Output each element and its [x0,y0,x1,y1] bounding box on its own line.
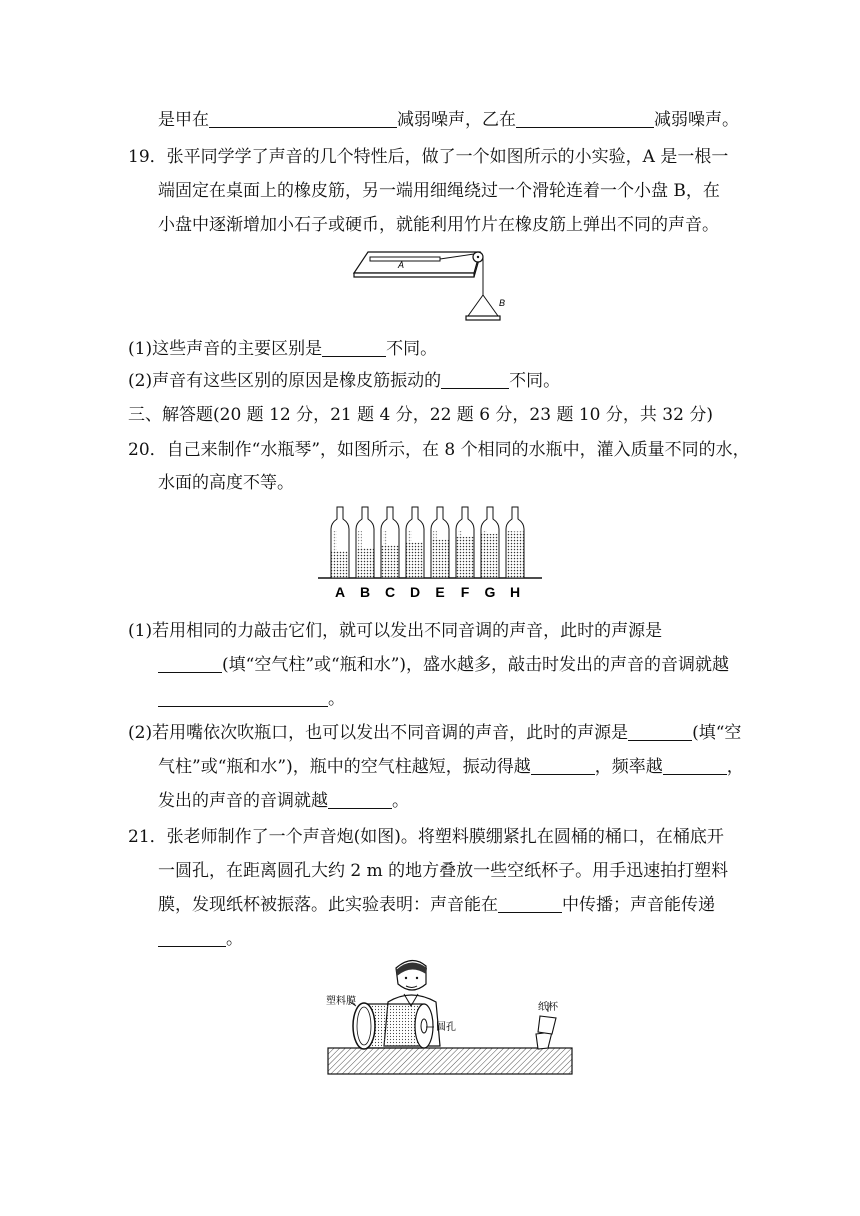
section-title: 三、解答题(20 题 12 分，21 题 4 分，22 题 6 分，23 题 10 分，共 32 分) [128,405,713,425]
q20-p2-text-2c: ， [726,757,744,777]
q20-p1-text-2: (填“空气柱”或“瓶和水”)，盛水越多，敲击时发出的声音的音调就越 [222,655,730,675]
water-level [407,543,424,578]
q20-p1-text-3: 。 [328,689,345,709]
water-level [432,540,449,578]
q19-p1-text-a: (1)这些声音的主要区别是 [128,339,323,359]
q20-part-1-line-1 [128,619,662,643]
question-number: 20． [128,440,167,460]
table [328,1048,572,1074]
answer-blank[interactable] [328,790,392,809]
bottle-f [456,507,474,600]
bottle-label: B [359,584,371,600]
bottle-label: C [384,584,396,600]
q20-p2-text-2b: ，频率越 [594,757,663,777]
q21-line-1 [128,825,724,849]
section-heading [128,403,713,427]
q21-line-3 [158,893,715,917]
answer-blank[interactable] [628,722,692,741]
bottle-label: F [460,584,470,600]
q20-part-2-line-3 [158,789,409,813]
answer-blank[interactable] [516,109,654,128]
q20-line-2 [158,471,294,495]
question-number: 21． [128,827,167,847]
q21-text-3a: 膜，发现纸杯被振落。此实验表明：声音能在 [158,895,498,915]
bottle-label: D [409,584,421,600]
q20-p2-text-3a: 发出的声音的音调就越 [158,791,328,811]
bottle-b [356,507,374,600]
q18-text-b: 减弱噪声，乙在 [397,110,516,130]
answer-blank[interactable] [441,370,509,389]
q19-text-1: 张平同学学了声音的几个特性后，做了一个如图所示的小实验，A 是一根一 [166,147,729,167]
q20-part-1-line-2 [158,653,729,677]
label-film: 塑料膜 [326,996,356,1007]
water-level [507,531,524,577]
q20-p2-text-2a: 气柱”或“瓶和水”)，瓶中的空气柱越短，振动得越 [158,757,531,777]
q21-text-1: 张老师制作了一个声音炮(如图)。将塑料膜绷紧扎在圆桶的桶口，在桶底开 [166,827,724,847]
water-level [382,546,399,578]
label-b: B [499,298,506,308]
water-level [482,534,499,578]
q19-line-1 [128,145,728,169]
answer-blank[interactable] [209,109,397,128]
question-number: 19． [128,147,167,167]
q20-p1-text-1: (1)若用相同的力敲击它们，就可以发出不同音调的声音，此时的声源是 [128,621,663,641]
q21-text-3b: 中传播；声音能传递 [562,895,715,915]
label-a: A [398,260,405,270]
q20-text-1: 自己来制作“水瓶琴”，如图所示，在 8 个相同的水瓶中，灌入质量不同的水， [166,440,750,460]
answer-blank[interactable] [498,894,562,913]
rubber-band-figure [348,240,518,330]
answer-blank[interactable] [322,338,386,357]
q21-line-4 [158,927,243,951]
bottle-c [381,507,399,600]
q19-line-2 [158,179,720,203]
q21-line-2 [158,859,728,883]
bottle-g [481,507,499,600]
bottle-h [506,507,524,600]
label-cup: 纸杯 [538,1002,558,1013]
q19-text-2: 端固定在桌面上的橡皮筋，另一端用细绳绕过一个滑轮连着一个小盘 B，在 [158,181,720,201]
q21-text-4: 。 [226,929,243,949]
sound-cannon-figure [326,954,576,1078]
q19-p2-text-b: 不同。 [509,371,561,391]
bottle-label: A [334,584,346,600]
bottle-d [406,507,424,600]
paper-cup-icon [536,1016,556,1049]
bottle-a [331,507,349,600]
water-level [332,551,349,577]
q19-p1-text-b: 不同。 [386,339,438,359]
q19-text-3: 小盘中逐渐增加小石子或硬币，就能利用竹片在橡皮筋上弹出不同的声音。 [158,215,719,235]
q20-p2-text-1a: (2)若用嘴依次吹瓶口，也可以发出不同音调的声音，此时的声源是 [128,723,629,743]
label-hole: 圆孔 [436,1022,456,1033]
q18-text-c: 减弱噪声。 [654,110,739,130]
bottle-e [431,507,449,600]
pan-icon [466,316,500,320]
q20-text-2: 水面的高度不等。 [158,473,294,493]
q20-part-2-line-1 [128,721,741,745]
bottle-label: H [509,584,521,600]
q20-part-1-line-3 [158,687,345,711]
q19-line-3 [158,213,719,237]
water-bottle-figure [318,503,544,603]
answer-blank[interactable] [663,756,727,775]
q18-tail-line [158,108,739,132]
answer-blank[interactable] [158,688,328,707]
q20-line-1 [128,438,750,462]
water-level [357,549,374,578]
q20-part-2-line-2 [158,755,744,779]
bottle-label: G [484,584,496,600]
q21-text-2: 一圆孔，在距离圆孔大约 2 m 的地方叠放一些空纸杯子。用手迅速拍打塑料 [158,861,729,881]
answer-blank[interactable] [531,756,595,775]
drum-icon [353,1003,433,1049]
q18-text-a: 是甲在 [158,110,209,130]
bottle-label: E [435,584,445,600]
q19-p2-text-a: (2)声音有这些区别的原因是橡皮筋振动的 [128,371,442,391]
water-level [457,537,474,578]
q19-part-2 [128,369,560,393]
q19-part-1 [128,337,437,361]
q20-p2-text-1b: (填“空 [692,723,742,743]
answer-blank[interactable] [158,928,226,947]
q20-p2-text-3b: 。 [392,791,409,811]
answer-blank[interactable] [158,654,222,673]
